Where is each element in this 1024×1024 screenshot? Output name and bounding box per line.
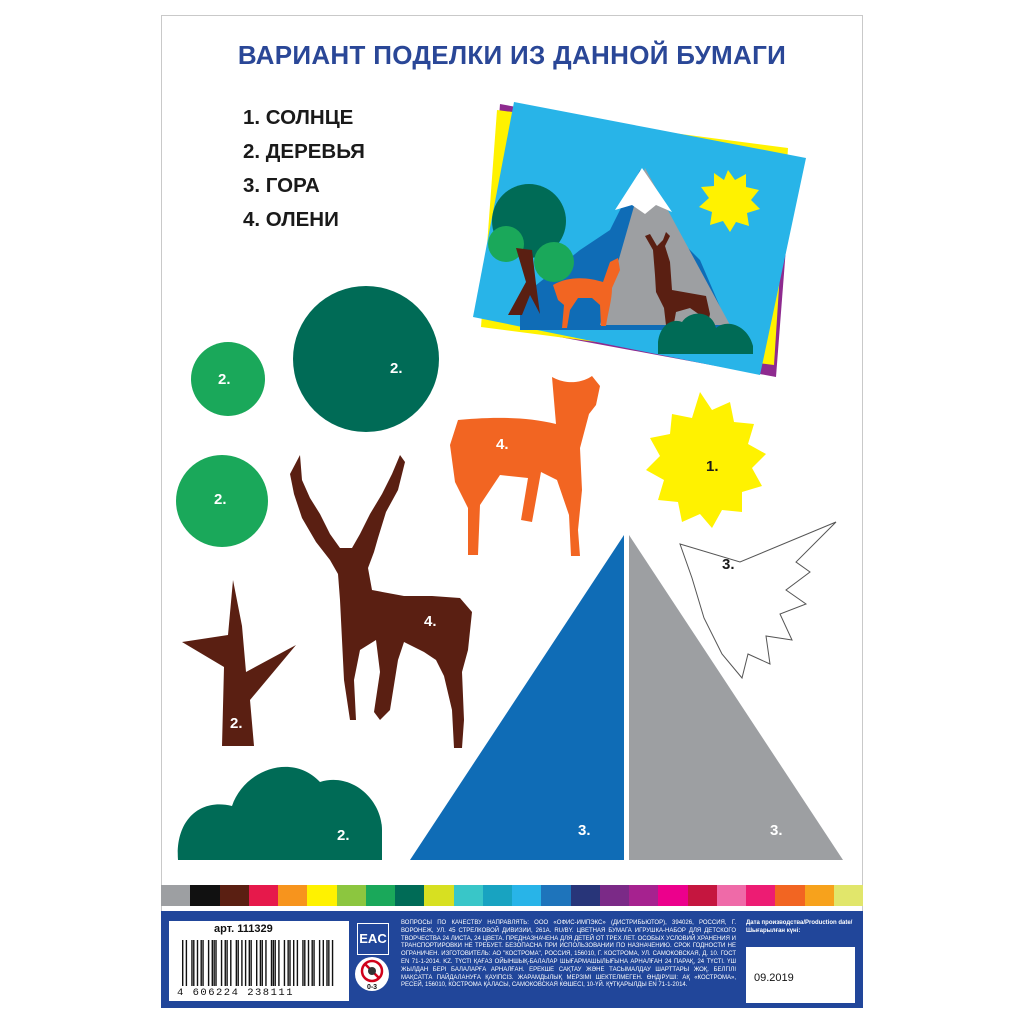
shape-label: 3. <box>578 822 591 839</box>
color-swatch <box>161 885 190 906</box>
color-swatch <box>834 885 863 906</box>
eac-mark: EAC <box>357 923 389 955</box>
shape-label: 3. <box>770 822 783 839</box>
page-title: ВАРИАНТ ПОДЕЛКИ ИЗ ДАННОЙ БУМАГИ <box>237 40 787 70</box>
color-swatch <box>190 885 219 906</box>
color-swatch <box>717 885 746 906</box>
shape-label: 2. <box>230 715 243 732</box>
shape-label: 2. <box>337 827 350 844</box>
shape-label: 4. <box>496 436 509 453</box>
shape-label: 4. <box>424 613 437 630</box>
shape-label: 2. <box>218 371 231 388</box>
color-swatch <box>600 885 629 906</box>
color-swatch <box>688 885 717 906</box>
color-swatch <box>512 885 541 906</box>
color-swatch <box>541 885 570 906</box>
color-swatch <box>805 885 834 906</box>
color-swatch <box>337 885 366 906</box>
article-number: арт. 111329 <box>214 923 273 935</box>
age-warning-icon <box>353 955 391 993</box>
tree-crown-medium <box>176 455 268 547</box>
color-swatch <box>307 885 336 906</box>
color-swatch <box>249 885 278 906</box>
example-collage-image <box>473 102 810 382</box>
color-swatch <box>395 885 424 906</box>
barcode <box>178 940 340 986</box>
color-swatch <box>366 885 395 906</box>
barcode-box <box>169 921 349 1001</box>
sun <box>646 392 766 528</box>
mountain-left <box>410 535 624 860</box>
craft-item-mountain: 3. ГОРА <box>243 174 320 197</box>
color-swatch <box>483 885 512 906</box>
shape-label: 1. <box>706 458 719 475</box>
color-swatch <box>220 885 249 906</box>
color-swatch <box>629 885 658 906</box>
production-date-box <box>746 947 855 1003</box>
craft-item-sun: 1. СОЛНЦЕ <box>243 106 354 129</box>
color-swatch <box>775 885 804 906</box>
tree-crown-small <box>191 342 265 416</box>
bush <box>178 767 382 860</box>
shape-label: 2. <box>214 491 227 508</box>
shape-label: 2. <box>390 360 403 377</box>
tree-crown-large <box>293 286 439 432</box>
product-info-footer <box>161 911 863 1008</box>
age-range: 0-3 <box>366 984 378 991</box>
color-swatch <box>278 885 307 906</box>
color-swatch <box>658 885 687 906</box>
color-swatch <box>454 885 483 906</box>
craft-item-trees: 2. ДЕРЕВЬЯ <box>243 140 365 163</box>
production-date-value: 09.2019 <box>754 972 794 984</box>
color-swatch-strip <box>161 885 863 906</box>
production-date-label: Дата производства/Production date/ Шығарылған күні: <box>746 920 853 934</box>
color-swatch <box>571 885 600 906</box>
manufacturer-info: ВОПРОСЫ ПО КАЧЕСТВУ НАПРАВЛЯТЬ: ООО «ОФИС-ИМПЭКС» (ДИСТРИБЬЮТОР), 394026, РОССИЯ, Г. ВОРОНЕЖ, УЛ. 45 СТРЕЛКОВОЙ ДИВИЗИИ, 261А. RU/BY. ЦВЕТНАЯ БУМАГА ИГРУШКА-НАБОР ДЛЯ ДЕТСКОГО ТВОРЧЕСТВА 24 ЛИСТА, 24 ЦВЕТА. ПРЕДНАЗНАЧЕНА ДЛЯ ДЕТЕЙ ОТ ТРЕХ ЛЕТ. ОСОБЫХ УСЛОВИЙ ХРАНЕНИЯ И ТРАНСПОРТИРОВКИ НЕ ТРЕБУЕТ. БЕЗОПАСНА ПРИ ИСПОЛЬЗОВАНИИ ПО НАЗНАЧЕНИЮ. СРОК ГОДНОСТИ НЕ ОГРАНИЧЕН. ИЗГОТОВИТЕЛЬ: АО "КОСТРОМА", РОССИЯ, 156010, Г. КОСТРОМА, УЛ. САМОКОВСКАЯ, Д. 10. ГОСТ EN 71-1-2014. KZ. ТҮСТІ ҚАҒАЗ ОЙЫНШЫҚ-БАЛАЛАР ШЫҒАРМАШЫЛЫҒЫНА АРНАЛҒАН 24 ПАРАҚ, 24 ТҮСТІ. ҮШ ЖЫЛДАН БЕРІ БАЛАЛАРҒА АРНАЛҒАН. ЕРЕКШЕ САҚТАУ ЖӘНЕ ТАСЫМАЛДАУ ШАРТТАРЫ ЖОҚ. БЕЛГІЛІ МАҚСАТТА ПАЙДАЛАНУҒА ҚАУІПСІЗ. ЖАРАМДЫЛЫҚ МЕРЗІМІ ШЕКТЕЛМЕГЕН. ӨНДІРУШІ: АҚ «КОСТРОМА», РЕСЕЙ, 156010, КОСТРОМА ҚАЛАСЫ, САМОКОВСКАЯ КӨШЕСІ, 10-ҮЙ. ҚҰТҚАРЫЛДЫ EN 71-1-2014. <box>401 920 736 989</box>
color-swatch <box>746 885 775 906</box>
tree-trunk <box>182 580 296 746</box>
shape-label: 3. <box>722 556 735 573</box>
doe-deer <box>450 376 600 556</box>
stag-deer <box>290 455 472 748</box>
barcode-digits: 4 606224 238111 <box>177 987 295 999</box>
color-swatch <box>424 885 453 906</box>
craft-item-deer: 4. ОЛЕНИ <box>243 208 339 231</box>
